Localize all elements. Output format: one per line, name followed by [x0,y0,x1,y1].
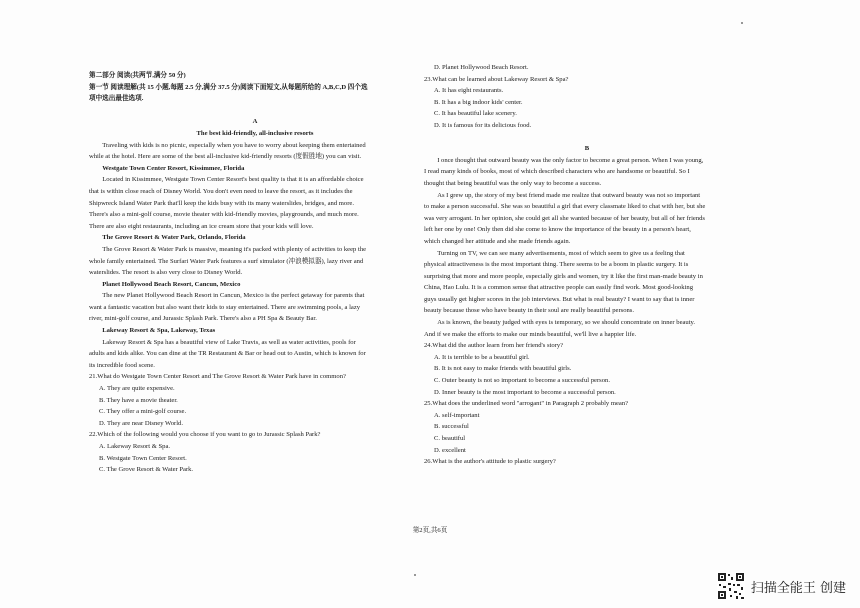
question-23-option: B. It has a big indoor kids' center. [434,98,523,106]
left-column [89,70,421,476]
question-21: 21.What do Westgate Town Center Resort and The Grove Resort & Water Park have in common? [89,373,346,381]
question-25: 25.What does the underlined word "arrogant" in Paragraph 2 probably mean? [424,400,629,408]
camscanner-watermark [717,572,846,600]
question-21-option: D. They are near Disney World. [99,419,184,427]
question-22-option: C. The Grove Resort & Water Park. [99,466,194,474]
question-25-option: D. excellent [434,446,466,454]
hotel-1-line: Shipwreck Island Water Park that'll keep the kids busy with its many waterslides, bridges, and more. [89,199,354,207]
question-24-option: A. It is terrible to be a beautiful girl. [434,353,530,361]
hotel-2-line: whole family entertained. The Surfari Water Park features a surf simulator (冲浪模拟器), lazy river and [89,257,364,265]
question-25-option: B. successful [434,423,469,431]
passage-b-line: to make a person successful. She was so beautiful a girl that every classmate liked to chat with her, but she [424,203,706,211]
question-23-option: A. It has eight restaurants. [434,87,504,95]
passage-b-line: physical attractiveness is the most important thing. There seems to be a boom in plastic surgery. It is [424,261,689,269]
question-25-option: A. self-important [434,411,480,419]
hotel-1-line: that is within close reach of Disney World. You don't even need to leave the resort, as it includes the [89,187,353,195]
passage-a-letter: A [252,118,258,126]
hotel-3-line: river, mini-golf course, and Jurassic Splash Park. There's also a PH Spa & Beauty Bar. [89,315,317,323]
scan-speck [414,574,416,576]
passage-b-line: I once thought that outward beauty was the only factor to become a great person. When I was young, [437,156,704,164]
question-21-option: A. They are quite expensive. [99,385,175,393]
question-23-option: D. It is famous for its delicious food. [434,121,532,129]
hotel-4-line: adults and kids alike. You can dine at the TR Restaurant & Bar or head out to Austin, which is known for [89,350,366,358]
question-24-option: C. Outer beauty is not so important to become a successful person. [434,377,610,385]
question-23-option: C. It has beautiful lake scenery. [434,110,517,118]
section-instruction-line-2: 项中选出最佳选项. [89,95,144,103]
question-22-option: D. Planet Hollywood Beach Resort. [434,64,529,71]
question-25-option: C. beautiful [434,435,466,442]
question-21-option: C. They offer a mini-golf course. [99,408,187,416]
passage-b-line: I read many kinds of books, most of which described characters who are handsome or beautiful. So I [424,168,690,176]
passage-b-line: Turning on TV, we can see many advertisements, most of which seem to give us a feeling that [437,249,685,257]
section-instruction-line-1: 第一节 阅读理解(共 15 小题,每题 2.5 分,满分 37.5 分)阅读下面短文,从每题所给的 A,B,C,D 四个选 [89,83,368,91]
watermark-text: 扫描全能王 创建 [750,580,846,596]
hotel-1-line: There's also a mini-golf course, movie theater with kid-friendly movies, playgrounds, and much more. [89,211,359,219]
intro-line: while at the hotel. Here are some of the best all-inclusive kid-friendly resorts (度假胜地) you can visit. [89,153,362,161]
passage-b-line: beauty because those who have beauty in their soul are really beautiful persons. [424,307,635,315]
passage-b-line: left her one by one! Only then did she come to know the importance of the beauty in a person's heart, [424,226,691,234]
hotel-3-line: want a fantastic vacation but also want their kids to stay entertained. There are swimming pools, a lazy [89,303,361,311]
hotel-4-name: Lakeway Resort & Spa, Lakeway, Texas [102,327,216,335]
hotel-2-line: The Grove Resort & Water Park is massive, meaning it's packed with plenty of activities to keep the [102,245,367,253]
passage-b-line: surprising that more and more people, especially girls and women, try it like the first man-made beauty in [424,272,703,280]
passage-b-line: As I grew up, the story of my best friend made me realize that outward beauty was not so important [437,191,701,199]
question-22: 22.Which of the following would you choose if you want to go to Jurassic Splash Park? [89,431,321,439]
passage-b-line: thought that being beautiful was the only way to become a success. [424,179,602,187]
scan-speck [741,22,743,24]
passage-b-line: guys usually get higher scores in the job interviews. But what is real beauty? I want to say that is inner [424,295,695,303]
question-26: 26.What is the author's attitude to plastic surgery? [424,458,556,466]
question-24: 24.What did the author learn from her friend's story? [424,342,564,350]
hotel-3-line: The new Planet Hollywood Beach Resort in Cancun, Mexico is the perfect getaway for parents that [102,292,365,300]
hotel-4-line: its incredible food scene. [89,361,155,369]
hotel-1-line: There are also eight restaurants, including an ice cream store that your kids will love. [89,222,314,230]
intro-line: Traveling with kids is no picnic, especially when you have to worry about keeping them entertained [102,141,366,149]
question-24-option: D. Inner beauty is the most important to become a successful person. [434,388,616,396]
passage-b-line: China, Hao Lulu. It is a common sense that attractive people can easily find work. Most good-looking [424,284,694,292]
passage-b-line: As is known, the beauty judged with eyes is temporary, so we should concentrate on inner beauty. [437,319,696,327]
question-23: 23.What can be learned about Lakeway Resort & Spa? [424,75,569,83]
hotel-4-line: Lakeway Resort & Spa has a beautiful view of Lake Travis, as well as water activities, pools for [102,338,356,346]
passage-b-line: And if we make the efforts to make our minds beautiful, we'll live a happier life. [424,330,637,338]
question-21-option: B. They have a movie theater. [99,396,178,404]
section-title: 第二部分 阅读(共两节,满分 50 分) [89,72,186,79]
page-number: 第2页,共6页 [412,527,448,534]
qr-code-icon [717,572,745,600]
right-column [424,62,750,468]
hotel-1-line: Located in Kissimmee, Westgate Town Center Resort's best quality is that it is an affordable choice [102,176,364,184]
question-22-option: A. Lakeway Resort & Spa. [99,443,171,450]
passage-b-line: which changed her attitude and she made friends again. [424,237,571,245]
question-24-option: B. It is not easy to make friends with beautiful girls. [434,365,572,373]
hotel-1-name: Westgate Town Center Resort, Kissimmee, Florida [102,164,245,172]
hotel-2-line: waterslides. The resort is also very close to Disney World. [89,269,243,277]
hotel-2-name: The Grove Resort & Water Park, Orlando, Florida [102,234,246,242]
hotel-3-name: Planet Hollywood Beach Resort, Cancun, Mexico [102,280,241,288]
passage-b-line: was very arrogant. In her opinion, she could get all she wanted because of her beauty, but all of her friends [424,214,705,222]
passage-a-title: The best kid-friendly, all-inclusive resorts [196,129,314,137]
passage-b-letter: B [584,145,590,153]
question-22-option: B. Westgate Town Center Resort. [99,454,187,462]
